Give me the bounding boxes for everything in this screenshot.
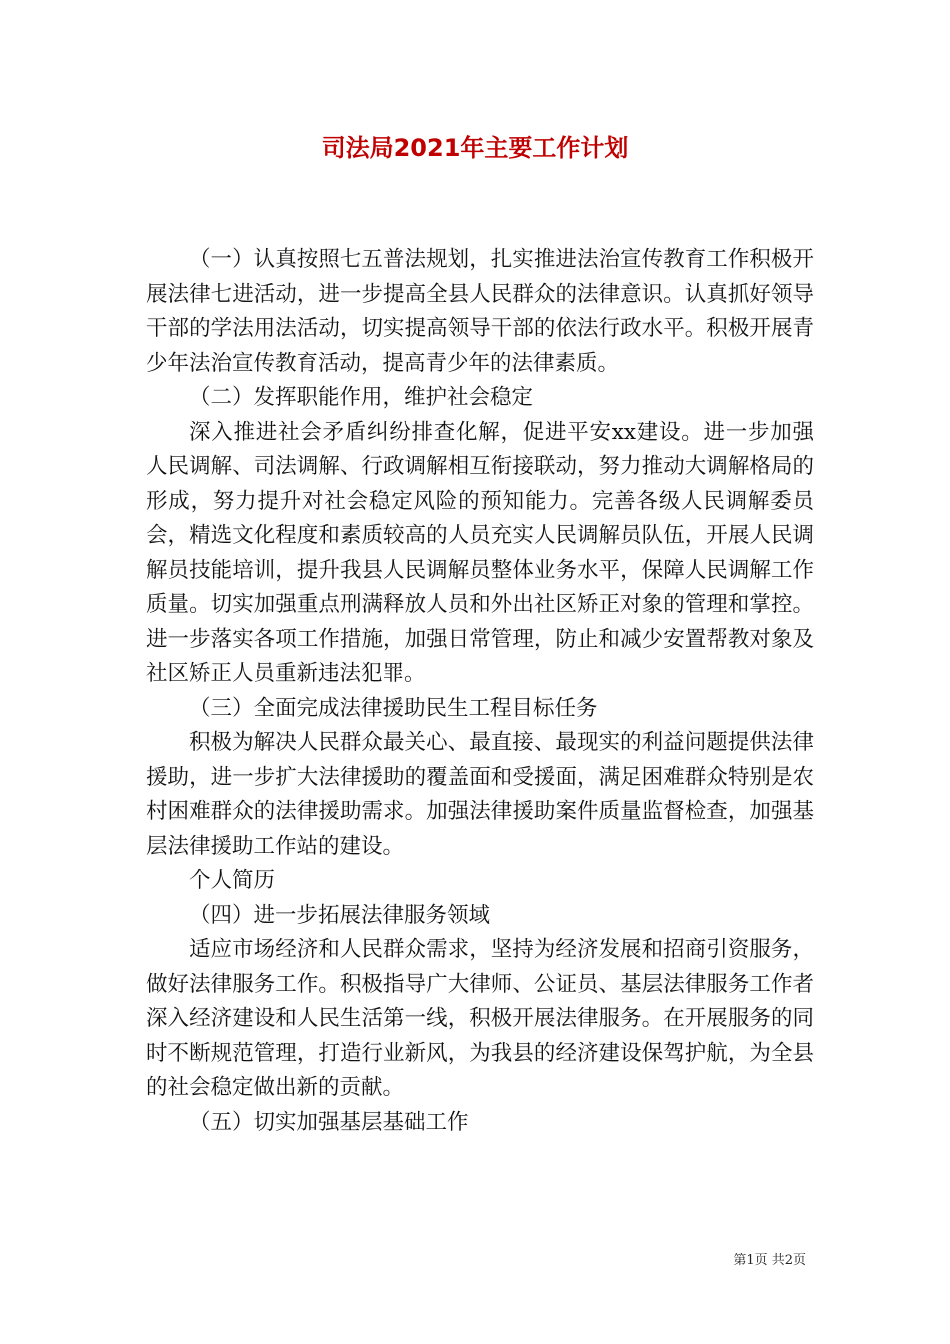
paragraph-4: 适应市场经济和人民群众需求，坚持为经济发展和招商引资服务，做好法律服务工作。积极指导广大律师、公证员、基层法律服务工作者深入经济建设和人民生活第一线，积极开展法律服务。在开展服务的同时不断规范管理，打造行业新风，为我县的经济建设保驾护航，为全县的社会稳定做出新的贡献。 xyxy=(146,937,814,1100)
page-number: 第1页 共2页 xyxy=(733,1253,806,1268)
section-heading-2: （二）发挥职能作用，维护社会稳定 xyxy=(189,385,534,410)
section-heading-3: （三）全面完成法律援助民生工程目标任务 xyxy=(189,695,598,721)
document-title: 司法局2021年主要工作计划 xyxy=(321,134,629,162)
document-body xyxy=(146,243,814,1140)
section-heading-5: （五）切实加强基层基础工作 xyxy=(189,1109,469,1135)
paragraph-3: 积极为解决人民群众最关心、最直接、最现实的利益问题提供法律援助，进一步扩大法律援助的覆盖面和受援面，满足困难群众特别是农村困难群众的法律援助需求。加强法律援助案件质量监督检查，加强基层法律援助工作站的建设。 xyxy=(146,730,814,859)
paragraph-2: 深入推进社会矛盾纠纷排查化解，促进平安xx建设。进一步加强人民调解、司法调解、行政调解相互衔接联动，努力推动大调解格局的形成，努力提升对社会稳定风险的预知能力。完善各级人民调解委员会，精选文化程度和素质较高的人员充实人民调解员队伍，开展人民调解员技能培训，提升我县人民调解员整体业务水平，保障人民调解工作质量。切实加强重点刑满释放人员和外出社区矫正对象的管理和掌控。进一步落实各项工作措施，加强日常管理，防止和减少安置帮教对象及社区矫正人员重新违法犯罪。 xyxy=(146,419,814,686)
resume-line: 个人简历 xyxy=(189,868,276,893)
paragraph-1: （一）认真按照七五普法规划，扎实推进法治宣传教育工作积极开展法律七进活动，进一步提高全县人民群众的法律意识。认真抓好领导干部的学法用法活动，切实提高领导干部的依法行政水平。积极开展青少年法治宣传教育活动，提高青少年的法律素质。 xyxy=(146,247,814,376)
section-heading-4: （四）进一步拓展法律服务领域 xyxy=(189,902,491,928)
